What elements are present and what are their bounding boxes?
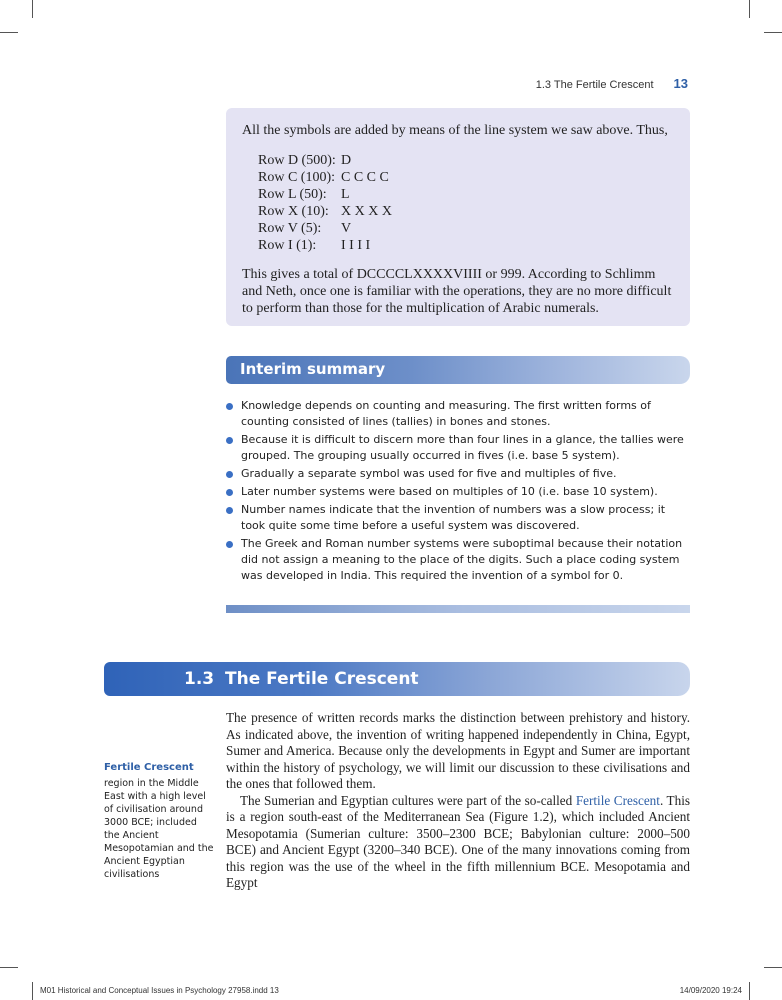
list-item-text: Knowledge depends on counting and measuring. The first written forms of counting consisted of lines (tallies) in bones and stones. <box>241 399 651 428</box>
row-item <box>258 203 674 220</box>
bullet-icon <box>226 489 233 496</box>
crop-mark <box>32 0 33 18</box>
bullet-icon <box>226 541 233 548</box>
box-intro: All the symbols are added by means of the line system we saw above. Thus, <box>242 123 668 138</box>
crop-mark <box>0 32 18 33</box>
row-label: Row C (100): <box>258 170 335 185</box>
list-item <box>226 536 690 584</box>
list-item-text: Gradually a separate symbol was used for five and multiples of five. <box>241 467 617 480</box>
running-title: 1.3 The Fertile Crescent <box>535 79 654 91</box>
row-label: Row L (50): <box>258 187 327 202</box>
list-item-text: The Greek and Roman number systems were suboptimal because their notation did not assign a meaning to the place of the digits. Such a place coding system was developed in India. This required the invention of a symbol for 0. <box>241 537 683 582</box>
row-value: X X X X <box>341 204 392 219</box>
row-list <box>258 152 674 254</box>
list-item <box>226 484 690 500</box>
section-heading <box>104 662 690 696</box>
row-label: Row D (500): <box>258 153 336 168</box>
list-item <box>226 502 690 534</box>
box-conclusion: This gives a total of DCCCCLXXXXVIIII or 999. According to Schlimm and Neth, once one is familiar with the operations, they are no more difficult to perform than those for the multiplication of Arabic numerals. <box>242 267 672 316</box>
row-value: I I I I <box>341 238 371 253</box>
glossary-note <box>104 761 214 881</box>
row-item <box>258 169 674 186</box>
crop-mark <box>749 0 750 18</box>
footer-file: M01 Historical and Conceptual Issues in Psychology 27958.indd 13 <box>40 986 279 995</box>
list-item-text: Later number systems were based on multiples of 10 (i.e. base 10 system). <box>241 485 658 498</box>
section-number: 1.3 <box>184 669 215 689</box>
list-item <box>226 398 690 430</box>
row-label: Row I (1): <box>258 238 317 253</box>
crop-mark <box>764 967 782 968</box>
footer-timestamp: 14/09/2020 19:24 <box>679 986 742 995</box>
glossary-definition: region in the Middle East with a high level of civilisation around 3000 BCE; included the Ancient Mesopotamian and the Ancient Egyptian civilisations <box>104 778 214 880</box>
row-value: V <box>341 221 352 236</box>
row-label: Row V (5): <box>258 221 322 236</box>
crop-mark <box>0 967 18 968</box>
list-item <box>226 432 690 464</box>
row-item <box>258 220 674 237</box>
row-item <box>258 186 674 203</box>
list-item-text: Because it is difficult to discern more than four lines in a glance, the tallies were grouped. The grouping usually occurred in fives (i.e. base 5 system). <box>241 433 684 462</box>
crop-mark <box>764 32 782 33</box>
body-text <box>226 710 690 892</box>
paragraph <box>226 793 690 892</box>
list-item <box>226 466 690 482</box>
example-box <box>226 108 690 326</box>
paragraph-text: . This is a region south-east of the Mediterranean Sea (Figure 1.2), which included Ancient Mesopotamia (Sumerian culture: 3500–2300 BCE; Babylonian culture: 2000–500 BCE) and Ancient Egypt (3200–340 BCE). One of the many innovations coming from this region was the use of the wheel in the fifth millennium BCE. Mesopotamia and Egypt <box>226 792 690 890</box>
row-item <box>258 237 674 254</box>
row-value: L <box>341 187 350 202</box>
running-header <box>536 76 688 91</box>
bullet-icon <box>226 403 233 410</box>
interim-summary-heading <box>226 356 690 384</box>
row-label: Row X (10): <box>258 204 329 219</box>
row-item <box>258 152 674 169</box>
paragraph-text: The Sumerian and Egyptian cultures were part of the so-called <box>240 792 576 808</box>
print-footer <box>40 986 742 995</box>
bullet-icon <box>226 437 233 444</box>
page-number: 13 <box>673 76 688 91</box>
row-value: C C C C <box>341 170 389 185</box>
bullet-icon <box>226 471 233 478</box>
interim-summary-title: Interim summary <box>240 360 386 378</box>
bullet-icon <box>226 507 233 514</box>
crop-mark <box>32 982 33 1000</box>
glossary-term: Fertile Crescent <box>104 762 194 773</box>
keyword-link: Fertile Crescent <box>575 792 660 808</box>
row-value: D <box>341 153 352 168</box>
list-item-text: Number names indicate that the invention of numbers was a slow process; it took quite some time before a useful system was discovered. <box>241 503 666 532</box>
summary-list <box>226 398 690 586</box>
crop-mark <box>749 982 750 1000</box>
paragraph: The presence of written records marks the distinction between prehistory and history. As indicated above, the invention of writing happened independently in China, Egypt, Sumer and America. Because only the developments in Egypt and Sumer are important within the history of psychology, we will limit our discussion to these civilisations and the ones that followed them. <box>226 710 690 791</box>
summary-divider <box>226 605 690 613</box>
section-title: The Fertile Crescent <box>225 669 419 689</box>
